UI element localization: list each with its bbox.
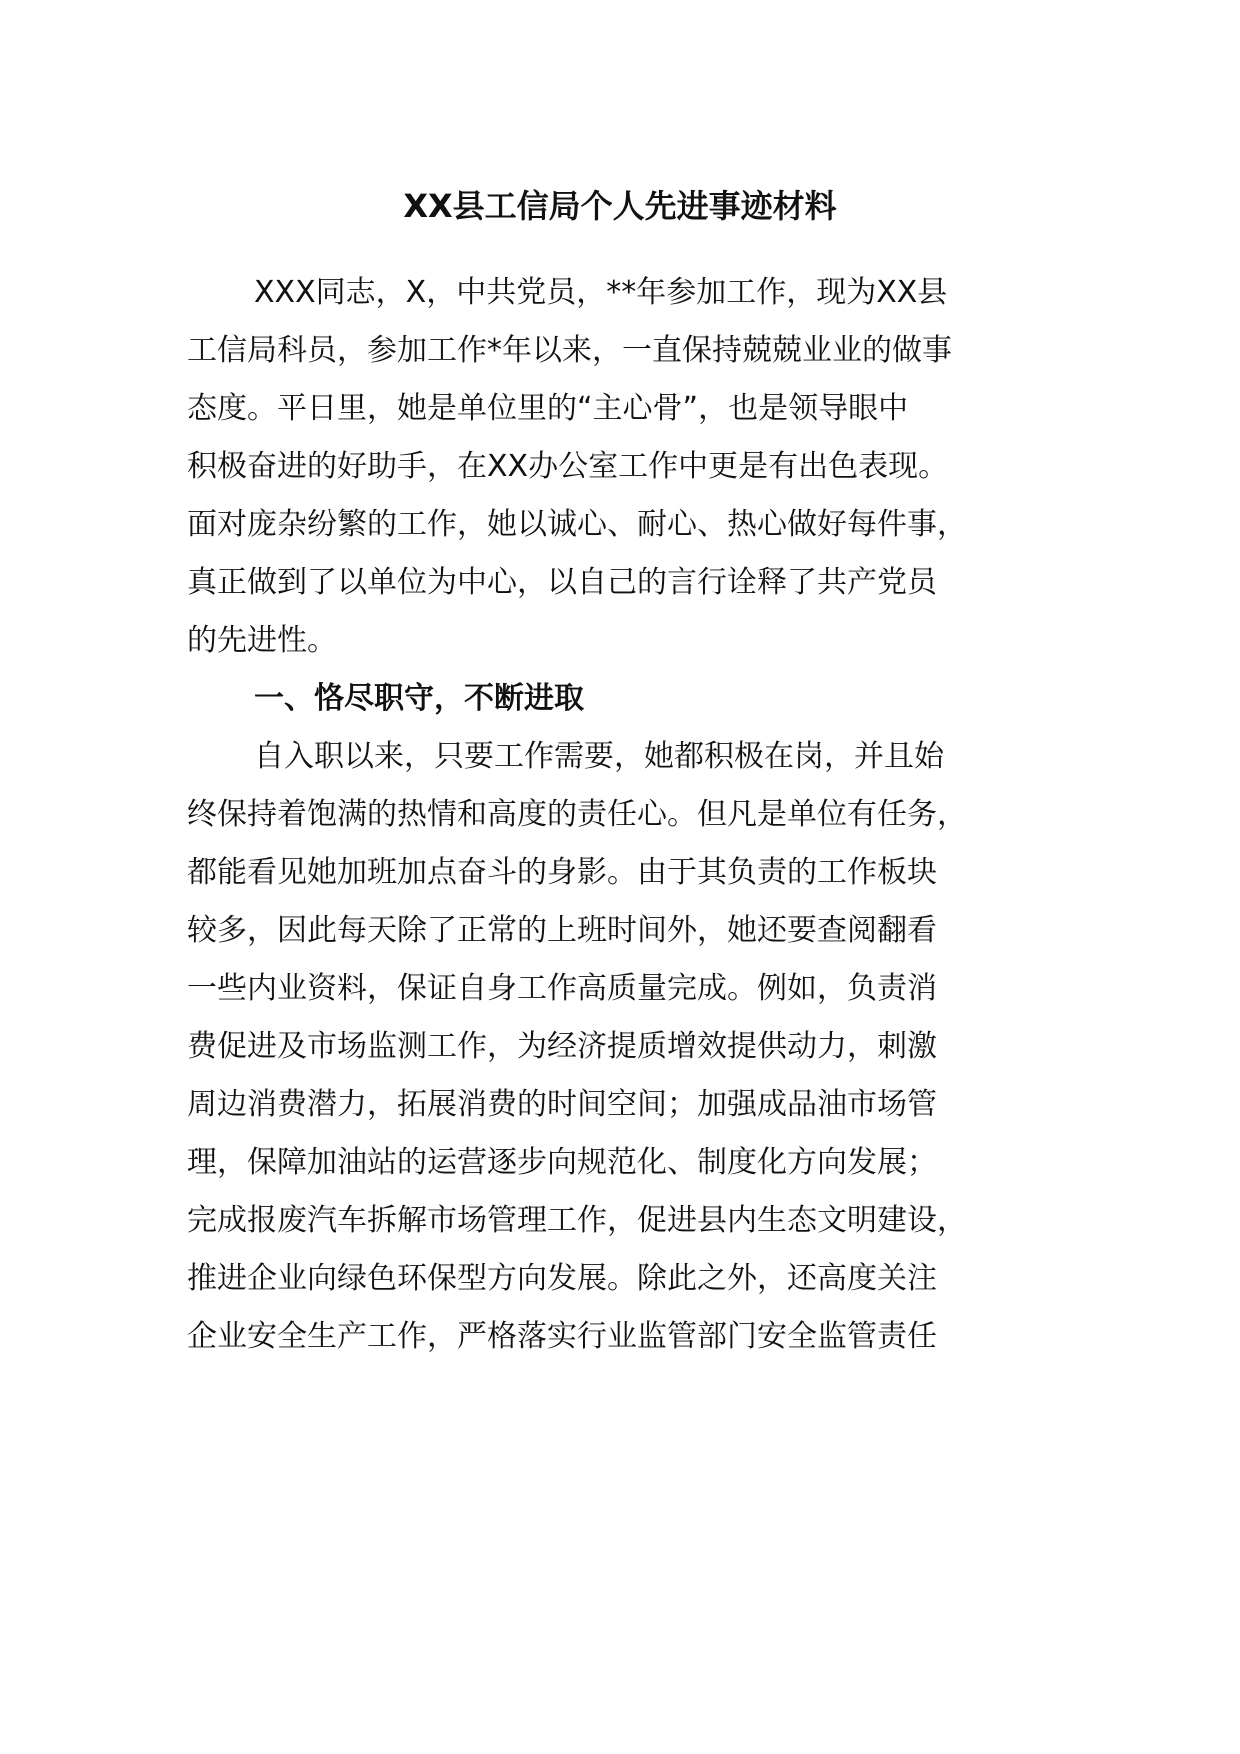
paragraph-line: 工信局科员，参加工作*年以来，一直保持兢兢业业的做事 xyxy=(187,333,952,368)
paragraph-line: 推进企业向绿色环保型方向发展。除此之外，还高度关注 xyxy=(187,1261,937,1296)
paragraph-line: 面对庞杂纷繁的工作，她以诚心、耐心、热心做好每件事， xyxy=(187,507,967,542)
paragraph-line: 终保持着饱满的热情和高度的责任心。但凡是单位有任务， xyxy=(187,797,967,832)
section-heading: 一、恪尽职守，不断进取 xyxy=(254,681,584,716)
paragraph-line: 的先进性。 xyxy=(187,623,337,658)
paragraph-line: 周边消费潜力，拓展消费的时间空间；加强成品油市场管 xyxy=(187,1087,937,1122)
document-body xyxy=(187,264,1087,1366)
paragraph-line: 较多，因此每天除了正常的上班时间外，她还要查阅翻看 xyxy=(187,913,937,948)
document-title: XX县工信局个人先进事迹材料 xyxy=(403,187,837,225)
paragraph-line: 自入职以来，只要工作需要，她都积极在岗，并且始 xyxy=(254,739,944,774)
paragraph-line: XXX同志，X，中共党员，**年参加工作，现为XX县 xyxy=(254,275,948,310)
paragraph-line: 态度。平日里，她是单位里的“主心骨”，也是领导眼中 xyxy=(187,391,909,426)
paragraph-line: 完成报废汽车拆解市场管理工作，促进县内生态文明建设， xyxy=(187,1203,967,1238)
paragraph-line: 企业安全生产工作，严格落实行业监管部门安全监管责任 xyxy=(187,1319,937,1354)
paragraph-line: 费促进及市场监测工作，为经济提质增效提供动力，刺激 xyxy=(187,1029,937,1064)
paragraph-line: 都能看见她加班加点奋斗的身影。由于其负责的工作板块 xyxy=(187,855,937,890)
paragraph-line: 理，保障加油站的运营逐步向规范化、制度化方向发展； xyxy=(187,1145,937,1180)
paragraph-line: 一些内业资料，保证自身工作高质量完成。例如，负责消 xyxy=(187,971,937,1006)
paragraph-line: 真正做到了以单位为中心，以自己的言行诠释了共产党员 xyxy=(187,565,937,600)
paragraph-line: 积极奋进的好助手，在XX办公室工作中更是有出色表现。 xyxy=(187,449,949,484)
